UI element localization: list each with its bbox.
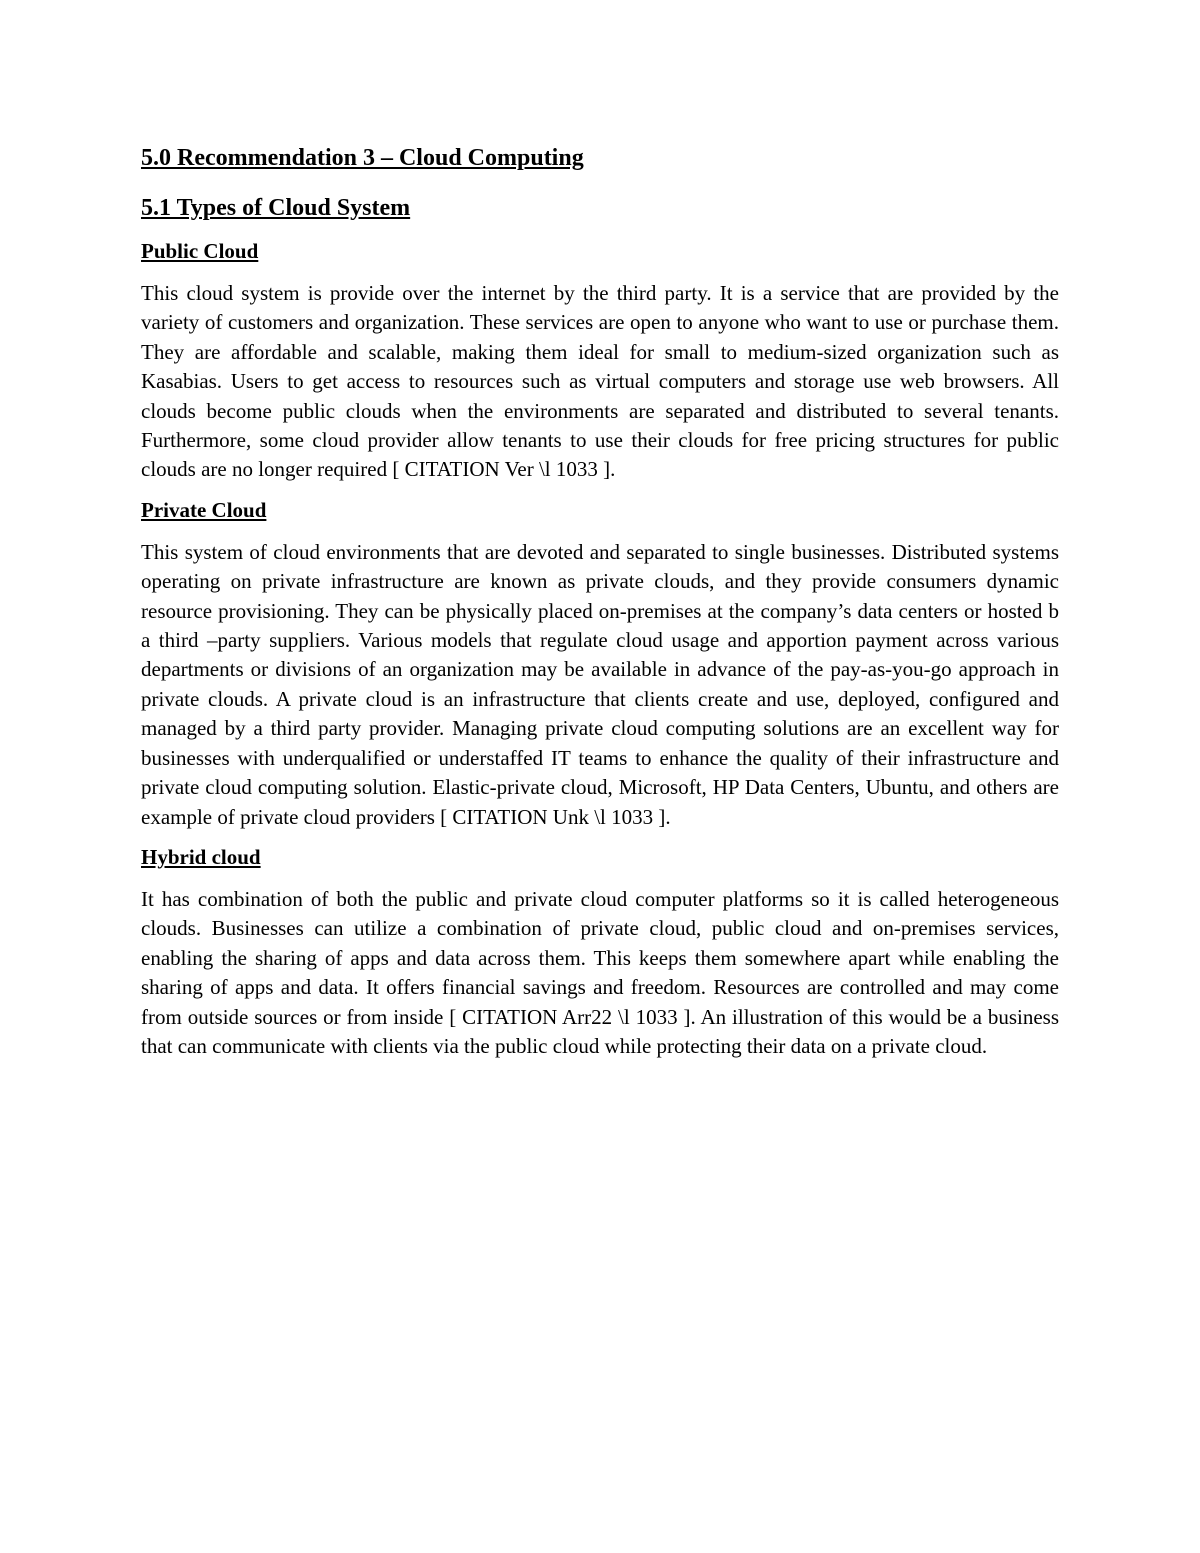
section-body-public-cloud: This cloud system is provide over the internet by the third party. It is a service that are provided by the variety of customers and organization. These services are open to anyone who want to use or purchase them. They are affordable and scalable, making them ideal for small to medium-sized organization such as Kasabias. Users to get access to resources such as virtual computers and storage use web browsers. All clouds become public clouds when the environments are separated and distributed to several tenants. Furthermore, some cloud provider allow tenants to use their clouds for free pricing structures for public clouds are no longer required [ CITATION Ver \l 1033 ]. [141,281,1059,482]
main-heading: 5.0 Recommendation 3 – Cloud Computing [141,145,584,171]
section-body-hybrid-cloud: It has combination of both the public and private cloud computer platforms so it is called heterogeneous clouds. Businesses can utilize a combination of private cloud, public cloud and on-premises services, enabling the sharing of apps and data across them. This keeps them somewhere apart while enabling the sharing of apps and data. It offers financial savings and freedom. Resources are controlled and may come from outside sources or from inside [ CITATION Arr22 \l 1033 ]. An illustration of this would be a business that can communicate with clients via the public cloud while protecting their data on a private cloud. [141,886,1059,1058]
section-title-public-cloud: Public Cloud [141,239,259,263]
document-page [141,140,1059,1061]
sub-heading: 5.1 Types of Cloud System [141,195,411,221]
section-title-private-cloud: Private Cloud [141,497,267,522]
section-title-hybrid-cloud: Hybrid cloud [141,844,261,869]
section-body-private-cloud: This system of cloud environments that are devoted and separated to single businesses. Distributed systems operating on private infrastructure are known as private clouds, and they provide consumers dynamic resource provisioning. They can be physically placed on-premises at the company’s data centers or hosted b a third –party suppliers. Various models that regulate cloud usage and apportion payment across various departments or divisions of an organization may be available in advance of the pay-as-you-go approach in private clouds. A private cloud is an infrastructure that clients create and use, deployed, configured and managed by a third party provider. Managing private cloud computing solutions are an excellent way for businesses with underqualified or understaffed IT teams to enhance the quality of their infrastructure and private cloud computing solution. Elastic-private cloud, Microsoft, HP Data Centers, Ubuntu, and others are example of private cloud providers [ CITATION Unk \l 1033 ]. [141,539,1059,829]
